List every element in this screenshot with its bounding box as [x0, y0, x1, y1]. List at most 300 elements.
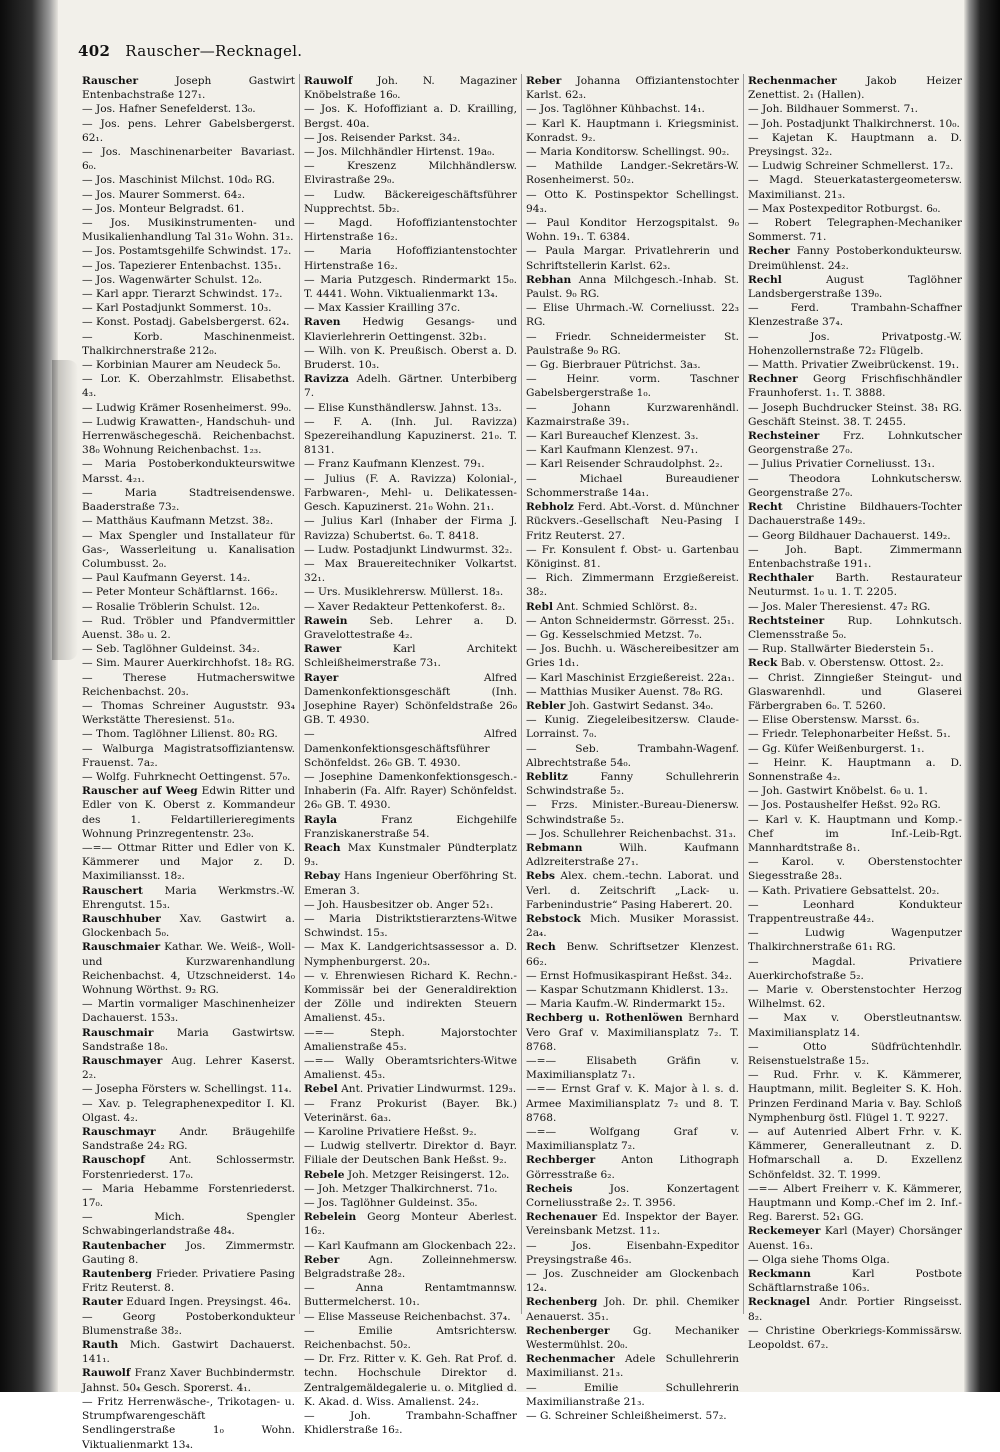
directory-entry — [82, 173, 295, 187]
entry-surname: Rauschmayr — [82, 1126, 156, 1139]
entry-surname: Rechl — [748, 273, 782, 286]
entry-surname: Rebel — [304, 1083, 338, 1096]
directory-entry — [748, 529, 962, 543]
directory-entry — [82, 1395, 295, 1452]
entry-surname: Rechtsteiner — [748, 614, 825, 627]
directory-entry — [526, 571, 739, 599]
entry-details: — Ludwig Krawatten-, Handschuh- und Herrenwäschegeschä. Reichenbachst. 38₀ Wohnung Reichenbachst. 1₂₃. — [82, 415, 295, 457]
directory-entry — [526, 614, 739, 628]
entry-details: — Jos. Taglöhner Guldeinst. 35₀. — [304, 1197, 478, 1210]
directory-entry — [304, 543, 517, 557]
entry-surname: Rauscher — [82, 75, 139, 87]
entry-details: — Jos. Milchhändler Hirtenst. 19a₀. — [304, 146, 495, 159]
directory-entry — [526, 742, 739, 770]
directory-entry — [82, 415, 295, 458]
entry-details: Anton Lithograph Görresstraße 6₂. — [526, 1154, 740, 1181]
entry-details: — Julius Karl (Inhaber der Firma J. Ravizza) Schubertst. 6₀. T. 8418. — [304, 515, 517, 542]
directory-entry — [748, 1182, 962, 1225]
entry-details: Adelh. Gärtner. Unterbiberg 7. — [304, 373, 517, 400]
entry-details: — Karl Bureauchef Klenzest. 3₃. — [526, 430, 699, 443]
directory-entry — [526, 1267, 739, 1295]
entry-details: Eduard Ingen. Preysingst. 46₄. — [126, 1296, 292, 1309]
directory-entry — [304, 912, 517, 940]
directory-entry — [82, 529, 295, 572]
entry-details: Bernhard Vero Graf v. Maximiliansplatz 7₂. T. 8768. — [526, 1012, 739, 1053]
entry-details: — Karl v. K. Hauptmann und Komp.-Chef im Inf.-Leib-Rgt. Mannhardtstraße 8₁. — [748, 813, 962, 854]
entry-surname: Rechenberg — [526, 1296, 598, 1309]
directory-entry — [526, 685, 739, 699]
entry-details: — Jos. Eisenbahn-Expeditor Preysingstraße 46₃. — [526, 1239, 739, 1266]
entry-details: — Rup. Stallwärter Biederstein 5₁. — [748, 643, 934, 656]
entry-details: — Frzs. Minister.-Bureau-Dienersw. Schwindstraße 5₂. — [526, 799, 739, 826]
directory-entry — [304, 642, 517, 670]
directory-entry — [82, 244, 295, 258]
entry-details: — Matthias Musiker Auenst. 78₀ RG. — [526, 685, 724, 698]
running-head-title: Rauscher—Recknagel. — [125, 42, 303, 60]
entry-details: — Thomas Schreiner Auguststr. 93₄ Werkstätte Theresienst. 51₀. — [82, 699, 295, 727]
directory-entry — [304, 898, 517, 912]
entry-details: — Anton Schneidermstr. Görresst. 25₁. — [526, 614, 735, 627]
directory-entry — [82, 1267, 295, 1295]
directory-entry — [748, 131, 962, 159]
directory-entry — [82, 216, 295, 244]
entry-details: — Kunig. Ziegeleibesitzersw. Claude-Lorrainst. 7₀. — [526, 714, 739, 741]
entry-details: — Olga siehe Thoms Olga. — [748, 1253, 890, 1266]
entry-details: — Emilie Amtsrichtersw. Reichenbachst. 50₂. — [304, 1324, 517, 1352]
entry-details: — Jos. Maschinist Milchst. 10d₀ RG. — [82, 174, 275, 187]
entry-details: — Rich. Zimmermann Erzgießereist. 38₂. — [526, 572, 739, 599]
entry-details: — Georg Postoberkondukteur Blumenstraße 38₂. — [82, 1310, 295, 1337]
directory-entry — [304, 557, 517, 585]
entry-details: — Jos. K. Hofoffiziant a. D. Krailling, Bergst. 40a. — [304, 103, 517, 130]
entry-details: — Max Postexpeditor Rotburgst. 6₀. — [748, 202, 941, 215]
entry-details: Christine Bildhauers-Tochter Dachauerstraße 149₂. — [748, 501, 963, 528]
book-gutter-shadow-left — [0, 0, 58, 1392]
column-4 — [744, 74, 966, 1352]
entry-surname: Rebl — [526, 600, 553, 613]
directory-entry — [82, 1366, 295, 1394]
directory-entry — [526, 244, 739, 272]
entry-surname: Rayla — [304, 813, 337, 826]
entry-details: Hans Ingenieur Oberföhring St. Emeran 3. — [304, 870, 517, 897]
entry-details: Jakob Heizer Zenettist. 2₁ (Hallen). — [748, 75, 962, 102]
entry-details: Jos. Zimmermstr. Gauting 8. — [82, 1239, 295, 1266]
directory-entry — [748, 330, 962, 358]
entry-details: — Magd. Steuerkatastergeometersw. Maximilianst. 21₃. — [748, 174, 962, 201]
entry-details: — Rud. Frhr. v. K. Kämmerer, Hauptmann, milit. Begleiter S. K. Hoh. Prinzen Ferdinand Maria v. Bay. Schloß Nymphenburg östl. Flügel 1. T. 9227. — [748, 1069, 962, 1124]
directory-entry — [526, 159, 739, 187]
directory-entry — [304, 869, 517, 897]
entry-details: — Karl Kaufmann am Glockenbach 22₂. — [304, 1239, 517, 1252]
directory-entry — [526, 600, 739, 614]
entry-details: — Josepha Försters w. Schellingst. 11₄. — [82, 1083, 292, 1096]
directory-entry — [304, 1210, 517, 1238]
entry-details: — Emilie Schullehrerin Maximilianstraße 21₃. — [526, 1381, 739, 1408]
directory-entry — [82, 940, 295, 997]
entry-details: — Seb. Trambahn-Wagenf. Albrechtstraße 54₀. — [526, 742, 739, 769]
entry-details: — Otto Südfrüchtenhdlr. Reisenstuelstraße 15₂. — [748, 1040, 962, 1068]
entry-details: Max Kunstmaler Pündterplatz 9₃. — [304, 841, 517, 869]
entry-details: Joh. Dr. phil. Chemiker Aenauerst. 35₁. — [526, 1296, 740, 1323]
directory-entry — [304, 1054, 517, 1082]
directory-entry — [82, 600, 295, 614]
directory-entry — [748, 401, 962, 429]
entry-details: — Mich. Spengler Schwabingerlandstraße 48₄. — [82, 1211, 295, 1238]
entry-surname: Rebelein — [304, 1211, 357, 1224]
directory-entry — [304, 372, 517, 400]
entry-surname: Rauwolf — [82, 1367, 131, 1380]
entry-surname: Rawein — [304, 614, 348, 627]
entry-details: — Joh. Metzger Thalkirchnerst. 71₀. — [304, 1182, 498, 1195]
entry-surname: Rechthaler — [748, 572, 814, 585]
entry-surname: Raven — [304, 316, 341, 329]
directory-entry — [526, 713, 739, 741]
directory-entry — [82, 1026, 295, 1054]
entry-details: Bab. v. Oberstensw. Ottost. 2₂. — [780, 657, 944, 670]
entry-details: — Ferd. Trambahn-Schaffner Klenzestraße 37₄. — [748, 302, 962, 329]
entry-details: Xav. Gastwirt a. Glockenbach 5₀. — [82, 912, 295, 940]
entry-surname: Reckmann — [748, 1268, 811, 1281]
directory-entry — [304, 727, 517, 770]
entry-surname: Rauschhuber — [82, 912, 161, 925]
directory-entry — [82, 315, 295, 329]
directory-columns — [78, 74, 968, 1451]
entry-details: Frz. Lohnkutscher Georgenstraße 27₀. — [748, 430, 962, 457]
directory-entry — [82, 699, 295, 727]
directory-entry — [526, 869, 739, 912]
entry-details: — Kaspar Schutzmann Khidlerst. 13₂. — [526, 984, 729, 996]
directory-entry — [304, 244, 517, 272]
column-2 — [300, 74, 522, 1437]
directory-entry — [304, 671, 517, 728]
column-3 — [522, 74, 744, 1423]
directory-entry — [526, 429, 739, 443]
directory-entry — [526, 301, 739, 329]
entry-surname: Rayer — [304, 671, 339, 684]
entry-details: Johanna Offiziantenstochter Karlst. 62₃. — [526, 75, 739, 102]
directory-entry — [748, 457, 962, 471]
entry-surname: Reckemeyer — [748, 1225, 821, 1238]
entry-details: — Jos. Wagenwärter Schulst. 12₀. — [82, 273, 263, 286]
entry-details: — Paul Konditor Herzogspitalst. 9₀ Wohn. 19₁. T. 6384. — [526, 217, 739, 244]
directory-entry — [304, 273, 517, 301]
entry-details: — Gg. Bierbrauer Pütrichst. 3a₃. — [526, 359, 701, 372]
entry-details: Franz Xaver Buchbindermstr. Jahnst. 50₄ Gesch. Sporerst. 4₁. — [82, 1367, 295, 1394]
entry-details: — Walburga Magistratsoffiziantensw. Frauenst. 7a₂. — [82, 742, 295, 769]
entry-details: — Korb. Maschinenmeist. Thalkirchnerstraße 212₀. — [82, 330, 295, 357]
entry-details: — Fr. Konsulent f. Obst- u. Gartenbau Königinst. 81. — [526, 543, 739, 570]
directory-entry — [82, 486, 295, 514]
directory-entry — [526, 671, 739, 685]
directory-entry — [526, 457, 739, 471]
directory-entry — [82, 74, 295, 102]
entry-details: — Jos. Tapezierer Entenbachst. 135₁. — [82, 259, 282, 272]
entry-details: — Friedr. Telephonarbeiter Heßst. 5₁. — [748, 728, 951, 741]
directory-entry — [304, 1082, 517, 1096]
entry-details: — Gg. Kesselschmied Metzst. 7₀. — [526, 628, 703, 641]
directory-entry — [304, 74, 517, 102]
entry-details: —=— Elisabeth Gräfin v. Maximiliansplatz 7₁. — [526, 1055, 739, 1082]
directory-entry — [304, 472, 517, 515]
entry-details: — Karl appr. Tierarzt Schwindst. 17₂. — [82, 288, 283, 301]
entry-details: — Joh. Hausbesitzer ob. Anger 52₁. — [304, 898, 494, 911]
directory-entry — [82, 656, 295, 670]
directory-entry — [748, 713, 962, 727]
directory-entry — [304, 1196, 517, 1210]
entry-surname: Rechsteiner — [748, 430, 820, 443]
entry-details: — Otto K. Postinspektor Schellingst. 94₃. — [526, 188, 739, 215]
directory-entry — [82, 301, 295, 315]
entry-details: — Gg. Küfer Weißenburgerst. 1₁. — [748, 742, 925, 755]
directory-entry — [82, 1338, 295, 1366]
directory-entry — [304, 1026, 517, 1054]
entry-surname: Reblitz — [526, 770, 568, 783]
entry-surname: Rauschmair — [82, 1026, 154, 1039]
directory-entry — [748, 656, 962, 670]
entry-details: — Jos. Monteur Belgradst. 61. — [82, 202, 245, 215]
entry-details: — G. Schreiner Schleißheimerst. 57₂. — [526, 1410, 727, 1423]
entry-details: Kathar. We. Weiß-, Woll- und Kurzwarenhandlung Reichenbachst. 4, Utzschneiderst. 14₀ Wohnung Wörthst. 9₂ RG. — [82, 941, 295, 996]
entry-surname: Rautenberg — [82, 1268, 153, 1281]
directory-entry — [748, 614, 962, 642]
directory-entry — [82, 1153, 295, 1181]
entry-details: — Anna Rentamtmannsw. Buttermelcherst. 10₁. — [304, 1282, 517, 1309]
directory-entry — [748, 813, 962, 856]
entry-surname: Reber — [304, 1253, 340, 1266]
directory-entry — [304, 457, 517, 471]
directory-entry — [526, 500, 739, 543]
entry-details: August Taglöhner Landsbergerstraße 139₀. — [748, 273, 962, 301]
directory-entry — [526, 1352, 739, 1380]
directory-entry — [82, 358, 295, 372]
directory-entry — [304, 940, 517, 968]
directory-entry — [526, 401, 739, 429]
entry-details: — Ernst Hofmusikaspirant Heßst. 34₂. — [526, 969, 733, 982]
directory-entry — [748, 727, 962, 741]
directory-entry — [526, 827, 739, 841]
directory-entry — [82, 671, 295, 699]
entry-details: — Matthäus Kaufmann Metzst. 38₂. — [82, 515, 274, 528]
entry-details: Benw. Schriftsetzer Klenzest. 66₂. — [526, 941, 739, 968]
entry-details: Seb. Lehrer a. D. Gravelottestraße 4₂. — [304, 614, 517, 641]
entry-details: Anna Milchgesch.-Inhab. St. Paulst. 9₀ RG. — [526, 273, 739, 301]
directory-entry — [82, 259, 295, 273]
entry-details: — Alfred Damenkonfektionsgeschäftsführer Schönfeldst. 26₀ GB. T. 4930. — [304, 728, 517, 769]
entry-details: — Ludw. Postadjunkt Lindwurmst. 32₂. — [304, 543, 513, 556]
entry-details: —=— Albert Freiherr v. K. Kämmerer, Hauptmann und Komp.-Chef im 2. Inf.-Reg. Barerst. 52₁ GG. — [748, 1182, 962, 1224]
entry-surname: Rebholz — [526, 501, 574, 514]
entry-details: Ant. Privatier Lindwurmst. 129₃. — [341, 1083, 517, 1096]
entry-details: — Theodora Lohnkutschersw. Georgenstraße 27₀. — [748, 472, 962, 499]
entry-details: Alex. chem.-techn. Laborat. und Verl. d. Zeitschrift „Lack- u. Farbenindustrie“ Pasing Haberert. 20. — [526, 870, 739, 911]
entry-details: — Maria Kaufm.-W. Rindermarkt 15₂. — [526, 998, 726, 1011]
directory-entry — [526, 912, 739, 940]
directory-entry — [304, 1125, 517, 1139]
entry-details: — Kath. Privatiere Gebsattelst. 20₂. — [748, 884, 940, 897]
directory-entry — [82, 188, 295, 202]
entry-details: Joh. N. Magaziner Knöbelstraße 16₀. — [304, 75, 517, 102]
directory-entry — [304, 401, 517, 415]
entry-details: — Michael Bureaudiener Schommerstraße 14a₁. — [526, 472, 739, 499]
entry-details: Ferd. Abt.-Vorst. d. Münchner Rückvers.-Gesellschaft Neu-Pasing I Fritz Reuterst. 27. — [526, 501, 739, 542]
entry-details: — Ludwig Schreiner Schmellerst. 17₂. — [748, 160, 954, 173]
entry-details: — Kreszenz Milchhändlersw. Elvirastraße 29₀. — [304, 160, 517, 187]
directory-entry — [82, 997, 295, 1025]
entry-details: — Wolfg. Fuhrknecht Oettingenst. 57₀. — [82, 770, 291, 783]
entry-details: Joseph Gastwirt Entenbachstraße 127₁. — [82, 75, 295, 102]
directory-entry — [526, 1324, 739, 1352]
directory-entry — [82, 1082, 295, 1096]
column-1 — [78, 74, 300, 1451]
directory-entry — [82, 571, 295, 585]
directory-entry — [748, 1068, 962, 1125]
directory-entry — [526, 1011, 739, 1054]
directory-entry — [82, 727, 295, 741]
entry-surname: Rechner — [748, 373, 798, 386]
directory-entry — [304, 614, 517, 642]
page-number: 402 — [78, 42, 111, 60]
directory-entry — [304, 1281, 517, 1309]
entry-details: — Jos. Reisender Parkst. 34₂. — [304, 131, 461, 144]
entry-surname: Reck — [748, 657, 778, 670]
entry-details: — Joh. Bildhauer Sommerst. 7₁. — [748, 103, 918, 116]
entry-details: — Julius Privatier Corneliusst. 13₁. — [748, 458, 935, 471]
entry-surname: Rebhan — [526, 273, 572, 286]
entry-details: — Rosalie Tröblerin Schulst. 12₀. — [82, 600, 260, 613]
entry-details: — Karol. v. Oberstenstochter Siegesstraße 28₃. — [748, 856, 962, 883]
entry-details: Andr. Portier Ringseisst. 8₂. — [748, 1296, 963, 1323]
directory-entry — [82, 770, 295, 784]
directory-entry — [82, 1097, 295, 1125]
entry-details: — Wilh. von K. Preußisch. Oberst a. D. Bruderst. 10₃. — [304, 344, 517, 372]
directory-entry — [304, 1324, 517, 1352]
directory-entry — [526, 1054, 739, 1082]
entry-details: — Jos. Musikinstrumenten- und Musikalienhandlung Tal 31₀ Wohn. 31₂. — [82, 217, 295, 244]
directory-entry — [82, 912, 295, 940]
entry-details: — Kajetan K. Hauptmann a. D. Preysingst. 32₂. — [748, 131, 962, 159]
entry-details: Wilh. Kaufmann Adlzreiterstraße 27₁. — [526, 841, 739, 869]
entry-details: — Jos. Taglöhner Kühbachst. 14₁. — [526, 103, 705, 116]
entry-surname: Rauschopf — [82, 1154, 145, 1167]
directory-entry — [748, 742, 962, 756]
entry-surname: Rauscher auf Weeg — [82, 785, 198, 798]
entry-surname: Rautenbacher — [82, 1239, 166, 1252]
directory-entry — [82, 457, 295, 485]
directory-entry — [304, 1139, 517, 1167]
entry-details: — Ludwig Krämer Rosenheimerst. 99₀. — [82, 401, 292, 414]
directory-entry — [526, 997, 739, 1011]
directory-entry — [304, 1239, 517, 1253]
directory-entry — [82, 1310, 295, 1338]
entry-details: — Maria Konditorsw. Schellingst. 90₂. — [526, 146, 730, 159]
entry-details: — Maria Putzgesch. Rindermarkt 15₀. T. 4441. Wohn. Viktualienmarkt 13₄. — [304, 273, 517, 301]
directory-entry — [304, 514, 517, 542]
entry-details: — Johann Kurzwarenhändl. Kazmairstraße 39₁. — [526, 401, 739, 428]
entry-details: Maria Werkmstrs.-W. Ehrengutst. 15₃. — [82, 884, 296, 911]
entry-details: — Julius (F. A. Ravizza) Kolonial-, Farbwaren-, Mehl- u. Delikatessen-Gesch. Kapuzinerst. 21₀ Wohn. 21₁. — [304, 472, 517, 514]
directory-entry — [526, 1210, 739, 1238]
entry-surname: Recht — [748, 501, 783, 514]
entry-details: Franz Eichgehilfe Franziskanerstraße 54. — [304, 813, 517, 840]
directory-entry — [526, 273, 739, 301]
entry-details: — Max Spengler und Installateur für Gas-, Wasserleitung u. Kanalisation Columbusst. 2₀. — [82, 529, 295, 570]
entry-details: — Georg Bildhauer Dachauerst. 149₂. — [748, 529, 951, 542]
entry-details: — Jos. Maler Theresienst. 47₂ RG. — [748, 600, 931, 613]
directory-entry — [526, 969, 739, 983]
entry-details: — Karl Maschinist Erzgießereist. 22a₁. — [526, 671, 735, 684]
entry-details: — Ludw. Bäckereigeschäftsführer Nupprechtst. 5b₂. — [304, 188, 517, 215]
entry-details: — Karoline Privatiere Heßst. 9₂. — [304, 1126, 477, 1139]
directory-entry — [82, 1125, 295, 1153]
entry-surname: Rebmann — [526, 841, 583, 854]
entry-details: — Heinr. vorm. Taschner Gabelsbergerstraße 1₀. — [526, 373, 739, 400]
entry-details: — Josephine Damenkonfektionsgesch.-Inhaberin (Fa. Alfr. Rayer) Schönfeldst. 26₀ GB. T. 4930. — [304, 770, 517, 812]
entry-details: Jos. Konzertagent Corneliusstraße 2₂. T. 3956. — [526, 1182, 739, 1210]
directory-entry — [748, 74, 962, 102]
directory-entry — [304, 145, 517, 159]
entry-details: — Elise Uhrmach.-W. Corneliusst. 22₃ RG. — [526, 302, 739, 329]
entry-surname: Rechberger — [526, 1154, 596, 1167]
entry-details: — Elise Oberstensw. Marsst. 6₃. — [748, 714, 920, 727]
entry-details: Hedwig Gesangs- und Klavierlehrerin Oettingenst. 32b₁. — [304, 316, 517, 343]
directory-entry — [748, 571, 962, 599]
directory-entry — [304, 1168, 517, 1182]
entry-surname: Rauwolf — [304, 75, 353, 87]
directory-entry — [304, 415, 517, 458]
directory-entry — [304, 216, 517, 244]
directory-entry — [304, 600, 517, 614]
entry-details: — Maria Distriktstierarztens-Witwe Schwindst. 15₃. — [304, 912, 517, 940]
entry-details: — Marie v. Oberstenstochter Herzog Wilhelmst. 62. — [748, 984, 962, 1011]
entry-details: Karl Postbote Schäftlarnstraße 106₃. — [748, 1268, 962, 1295]
entry-details: —=— Wally Oberamtsrichters-Witwe Amalienst. 45₃. — [304, 1055, 517, 1082]
entry-details: Karl Architekt Schleißheimerstraße 73₁. — [304, 643, 517, 670]
entry-surname: Rawer — [304, 643, 342, 656]
directory-entry — [748, 1253, 962, 1267]
directory-entry — [526, 1381, 739, 1409]
entry-details: — Joh. Gastwirt Knöbelst. 6₀ u. 1. — [748, 785, 928, 798]
directory-entry — [748, 855, 962, 883]
directory-entry — [82, 330, 295, 358]
directory-entry — [526, 1153, 739, 1181]
directory-entry — [304, 1097, 517, 1125]
entry-details: — Jos. Maurer Sommerst. 64₂. — [82, 188, 246, 201]
entry-details: — Max v. Oberstleutnantsw. Maximiliansplatz 14. — [748, 1012, 962, 1039]
directory-entry — [304, 1409, 517, 1437]
entry-details: — Fritz Herrenwäsche-, Trikotagen- u. Strumpfwarengeschäft Sendlingerstraße 1₀ Wohn. Viktualienmarkt 13₄. — [82, 1395, 295, 1451]
directory-entry — [748, 798, 962, 812]
entry-surname: Reber — [526, 75, 562, 87]
entry-details: Frieder. Privatiere Pasing Fritz Reuterst. 8. — [82, 1268, 295, 1295]
directory-entry — [748, 102, 962, 116]
entry-details: — Maria Stadtreisendenswe. Baaderstraße 73₂. — [82, 486, 295, 514]
entry-details: — Franz Prokurist (Bayer. Bk.) Veterinärst. 6a₃. — [304, 1097, 517, 1124]
directory-entry — [748, 429, 962, 457]
entry-details: — Jos. Zuschneider am Glockenbach 12₄. — [526, 1268, 739, 1295]
entry-details: — Joh. Trambahn-Schaffner Khidlerstraße 16₂. — [304, 1410, 517, 1437]
directory-entry — [82, 742, 295, 770]
entry-surname: Rebay — [304, 870, 340, 883]
directory-entry — [748, 117, 962, 131]
entry-details: Georg Monteur Aberlest. 16₂. — [304, 1211, 517, 1238]
directory-entry — [748, 301, 962, 329]
entry-details: — Mathilde Landger.-Sekretärs-W. Rosenheimerst. 50₂. — [526, 160, 739, 187]
directory-entry — [82, 642, 295, 656]
directory-entry — [526, 188, 739, 216]
entry-surname: Rebler — [526, 699, 566, 712]
entry-details: Aug. Lehrer Kaserst. 2₂. — [82, 1055, 295, 1082]
directory-entry — [748, 543, 962, 571]
